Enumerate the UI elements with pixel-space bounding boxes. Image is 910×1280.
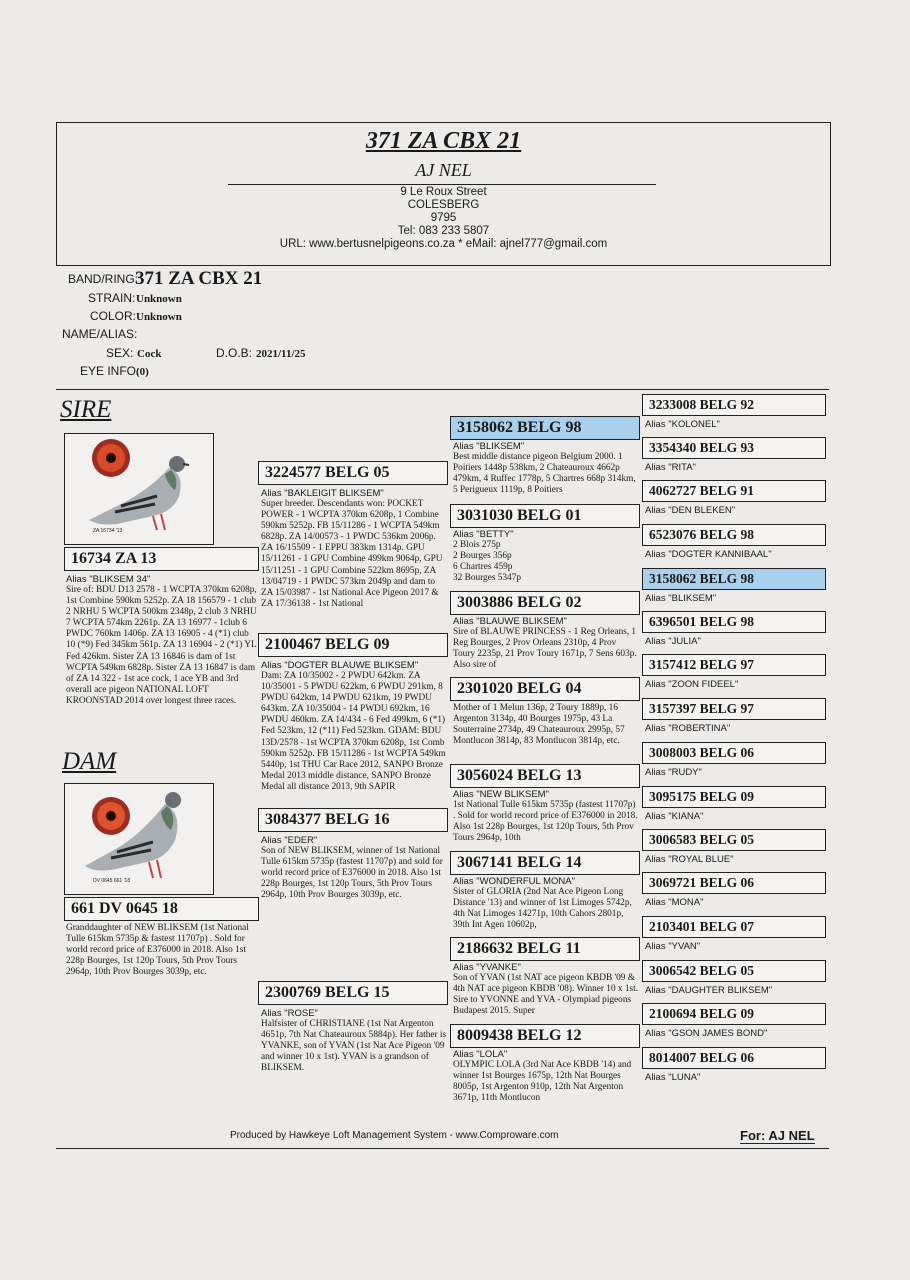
dob-value: 2021/11/25 [256,348,306,360]
gen4-entry [642,916,826,952]
gen3-alias: Alias "BLAUWE BLIKSEM" [453,616,567,627]
gen2-description: Dam: ZA 10/35002 - 2 PWDU 642km. ZA 10/35001 - 5 PWDU 622km, 6 PWDU 291km, 8 PWDU 642km, 14 PWDU 621km, 19 PWDU 643km. ZA 10/35004 - 14 PWDU 692km, 16 PWDU 460km. ZA 14/434 - 6 Fed 499km, 6 (*1) Fed 523km, 12 (*11) Fed 523km. GDAM: BDU 13D/2578 - 1st WCPTA 370km 6208p, 1st Comb 590km 5252p. FB 15/11286 - 1st WCPTA 549km 5440p, 1st THU Car Race 2012, SANPO Bronze Medal 2013 middle distance, SANPO Bronze Medal all distance 2013, 9th SAPIR [261,671,446,792]
gen3-ring: 3067141 BELG 14 [450,851,640,875]
address-postcode: 9795 [430,212,457,224]
gen4-alias: Alias "RITA" [645,462,696,473]
dam-description: Granddaughter of NEW BLIKSEM (1st National Tulle 615km 5735p & fastest 11707p) . Sold for world record price of E376000 in 2018. Also 1st 228p Bourges, 1st 120p Tours, 5th Prov Tours 2964p, 10th Prov Bourges 3039p, etc. [66,923,249,978]
gen4-ring: 4062727 BELG 91 [642,480,826,502]
gen3-ring: 3056024 BELG 13 [450,764,640,788]
gen4-entry [642,698,826,734]
gen4-ring: 2100694 BELG 09 [642,1003,826,1025]
gen4-ring: 3157412 BELG 97 [642,654,826,676]
gen4-alias: Alias "DEN BLEKEN" [645,505,736,516]
gen3-description: Mother of 1 Melun 136p, 2 Toury 1889p, 16 Argenton 3134p, 40 Bourges 1975p, 43 La Souterraine 2734p, 49 Chateauroux 2995p, 57 Montlucon 3814p, 83 Montlucon 3814p, etc. [453,703,625,747]
band-value: 371 ZA CBX 21 [135,268,263,289]
gen4-entry [642,829,826,865]
gen2-entry [258,808,448,926]
eye-value: (0) [136,366,149,378]
dam-heading: DAM [62,748,117,775]
sire-pigeon-image [65,434,212,543]
sire-ring: 16734 ZA 13 [64,547,259,571]
gen4-entry [642,960,826,996]
gen3-description: Sire of BLAUWE PRINCESS - 1 Reg Orleans, 1 Reg Bourges, 2 Prov Orleans 2310p, 4 Prov Toury 2235p, 21 Prov Toury 1671p, 7 Sens 603p. Also sire of [453,627,637,671]
gen4-alias: Alias "MONA" [645,897,704,908]
gen4-entry [642,1003,826,1039]
gen3-alias: Alias "WONDERFUL MONA" [453,876,575,887]
gen4-entry [642,654,826,690]
dam-photo [64,783,214,895]
gen2-alias: Alias "EDER" [261,835,318,846]
owner-name: AJ NEL [415,160,472,180]
gen3-ring: 2186632 BELG 11 [450,937,640,961]
gen4-alias: Alias "KIANA" [645,811,704,822]
gen4-ring: 3095175 BELG 09 [642,786,826,808]
gen2-entry [258,981,448,1089]
sire-photo-caption: ZA 16734 '13 [93,528,123,534]
dam-entry [64,897,259,978]
gen2-ring: 2100467 BELG 09 [258,633,448,657]
gen3-entry [450,416,640,496]
gen3-description: 2 Blois 275p 2 Bourges 356p 6 Chartres 459p 32 Bourges 5347p [453,540,522,584]
gen4-ring: 3006583 BELG 05 [642,829,826,851]
gen3-entry [450,504,640,586]
gen4-ring: 3354340 BELG 93 [642,437,826,459]
gen3-ring: 8009438 BELG 12 [450,1024,640,1048]
gen4-entry [642,742,826,778]
gen4-entry [642,480,826,516]
gen4-alias: Alias "LUNA" [645,1072,701,1083]
gen3-description: 1st National Tulle 615km 5735p (fastest 11707p) . Sold for world record price of E376000 in 2018. Also 1st 228p Bourges, 1st 120p Tours, 5th Prov Tours 2964p, 10th [453,800,638,844]
gen4-ring: 3233008 BELG 92 [642,394,826,416]
gen3-alias: Alias "BLIKSEM" [453,441,525,452]
gen3-alias: Alias "YVANKE" [453,962,521,973]
gen4-ring: 2103401 BELG 07 [642,916,826,938]
gen4-alias: Alias "DOGTER KANNIBAAL" [645,549,772,560]
sire-alias: Alias "BLIKSEM 34" [66,574,151,585]
gen4-ring: 3006542 BELG 05 [642,960,826,982]
gen3-description: Best middle distance pigeon Belgium 2000. 1 Poitiers 1448p 538km, 2 Chateauroux 4662p 479km, 4 Ruffec 1778p, 5 Chartres 668p 314km, 5 Perigueux 1119p, 8 Poitiers [453,452,636,496]
gen2-alias: Alias "DOGTER BLAUWE BLIKSEM" [261,660,419,671]
gen2-alias: Alias "ROSE" [261,1008,318,1019]
gen3-ring: 3031030 BELG 01 [450,504,640,528]
gen4-entry [642,437,826,473]
gen3-entry [450,937,640,1018]
sire-entry [64,547,259,707]
gen3-ring: 3003886 BELG 02 [450,591,640,615]
gen3-entry [450,1024,640,1105]
name-label: NAME/ALIAS: [62,327,138,341]
gen4-alias: Alias "JULIA" [645,636,701,647]
gen4-ring: 3008003 BELG 06 [642,742,826,764]
gen2-entry [258,461,448,633]
gen2-ring: 3084377 BELG 16 [258,808,448,832]
gen4-entry [642,611,826,647]
section-divider [56,389,829,390]
gen4-entry [642,872,826,908]
gen2-ring: 2300769 BELG 15 [258,981,448,1005]
header-divider [228,184,656,185]
sex-label: SEX: [106,346,134,360]
dob-label: D.O.B: [216,346,253,360]
gen3-ring: 2301020 BELG 04 [450,677,640,701]
eye-label: EYE INFO: [80,364,140,378]
gen4-ring: 3069721 BELG 06 [642,872,826,894]
gen3-alias: Alias "BETTY" [453,529,514,540]
gen4-ring: 3158062 BELG 98 [642,568,826,590]
gen4-entry [642,786,826,822]
gen3-entry [450,851,640,932]
address-city: COLESBERG [407,199,480,211]
gen3-alias: Alias "NEW BLIKSEM" [453,789,549,800]
gen4-alias: Alias "KOLONEL" [645,419,720,430]
strain-value: Unknown [136,293,182,305]
gen4-ring: 6396501 BELG 98 [642,611,826,633]
footer-produced-by: Produced by Hawkeye Loft Management System - www.Comproware.com [230,1130,559,1141]
gen4-alias: Alias "ROYAL BLUE" [645,854,734,865]
gen3-description: Son of YVAN (1st NAT ace pigeon KBDB '09 & 4th NAT ace pigeon KBDB '08). Winner 10 x 1st. Sire to YVONNE and YVA - Olympiad pigeons Budapest 2015. Super [453,973,639,1017]
gen4-alias: Alias "ZOON FIDEEL" [645,679,739,690]
gen2-alias: Alias "BAKLEIGIT BLIKSEM" [261,488,384,499]
gen4-entry [642,524,826,560]
gen4-alias: Alias "YVAN" [645,941,701,952]
gen2-ring: 3224577 BELG 05 [258,461,448,485]
gen4-ring: 6523076 BELG 98 [642,524,826,546]
gen4-alias: Alias "GSON JAMES BOND" [645,1028,768,1039]
gen4-alias: Alias "RUDY" [645,767,702,778]
gen4-ring: 8014007 BELG 06 [642,1047,826,1069]
gen3-entry [450,591,640,672]
gen2-description: Son of NEW BLIKSEM, winner of 1st National Tulle 615km 5735p (fastest 11707p) and sold for world record price of E376000 in 2018. Also 1st 228p Bourges, 1st 120p Tours, 5th Prov Tours 2964p, 10th Prov Bourges 3039p, etc. [261,846,443,901]
band-label: BAND/RING: [68,272,139,286]
gen3-alias: Alias "LOLA" [453,1049,508,1060]
gen4-entry [642,394,826,430]
sex-value: Cock [137,348,162,360]
sire-description: Sire of: BDU D13 2578 - 1 WCPTA 370km 6208p, 1st Combine 590km 5252p. ZA 18 156579 - 1 club 2 NRHU 5 WCPTA 500km 2348p, 2 club 3 NRHU 7 WCPTA 574km 2261p. ZA 13 16977 - 1club 6 PWDC 760km 1406p. ZA 13 16905 - 4 (*1) club 10 (*9) Fed 345km 561p. ZA 13 16904 - 2 (*1) YL Fed 426km. Sister ZA 13 16846 is dam of 1st WCPTA 549km 6828p. Sister ZA 13 16847 is dam of ZA 14 322 - 1st ace cock, 1 ace YB and 3rd overall ace pigeon NATIONAL LOFT KROONSTAD 2014 over longest three races. [66,585,257,706]
gen4-alias: Alias "ROBERTINA" [645,723,731,734]
gen3-entry [450,764,640,845]
footer-divider [56,1148,829,1149]
dam-pigeon-image [65,784,212,893]
gen2-description: Halfsister of CHRISTIANE (1st Nat Argenton 4651p, 7th Nat Chateauroux 5884p). Her father is YVANKE, son of YVAN (1st Nat Ace Pigeon '09 and winner 10 x 1st). YVAN is a grandson of BLIKSEM. [261,1019,447,1074]
color-label: COLOR: [90,309,137,323]
page-title: 371 ZA CBX 21 [365,128,522,154]
color-value: Unknown [136,311,182,323]
gen2-description: Super breeder. Descendants won: POCKET POWER - 1 WCPTA 370km 6208p, 1 Combine 590km 5252p. FB 15/11286 - 1 WCPTA 549km 6828p. ZA 14/00573 - 1 PWDC 536km 2006p. ZA 16/15509 - 1 EPPU 383km 1314p. GPU 15/11261 - 1 GPU Combine 499km 9064p, GPU 15/11251 - 1 GPU Combine 522km 8695p, ZA 13/04719 - 1 PWDC 573km 2049p and dam to ZA 15/03987 - 1st National Ace Pigeon 2017 & ZA 17/36138 - 1st National [261,499,443,609]
gen3-entry [450,677,640,759]
address-street: 9 Le Roux Street [400,186,487,198]
gen4-alias: Alias "BLIKSEM" [645,593,717,604]
sire-photo [64,433,214,545]
gen3-description: OLYMPIC LOLA (3rd Nat Ace KBDB '14) and winner 1st Bourges 1675p, 12th Nat Bourges 8005p, 1st Argenton 910p, 12th Nat Argenton 3671p, 11th Montlucon [453,1060,632,1104]
gen2-entry [258,633,448,816]
dam-ring: 661 DV 0645 18 [64,897,259,921]
web-email: URL: www.bertusnelpigeons.co.za * eMail: ajnel777@gmail.com [279,238,608,250]
strain-label: STRAIN: [88,291,136,305]
gen4-ring: 3157397 BELG 97 [642,698,826,720]
sire-heading: SIRE [60,396,112,423]
telephone: Tel: 083 233 5807 [397,225,490,237]
gen3-description: Sister of GLORIA (2nd Nat Ace Pigeon Long Distance '13) and winner of 1st Limoges 5742p, 4th Nat Limoges 14271p, 10th Cahors 2801p, 39th Int Agen 10602p, [453,887,632,931]
dam-photo-caption: DV 0645 661 '18 [93,878,131,884]
gen4-entry [642,1047,826,1083]
gen4-entry [642,568,826,604]
gen4-alias: Alias "DAUGHTER BLIKSEM" [645,985,773,996]
footer-for: For: AJ NEL [740,1128,815,1143]
gen3-ring: 3158062 BELG 98 [450,416,640,440]
